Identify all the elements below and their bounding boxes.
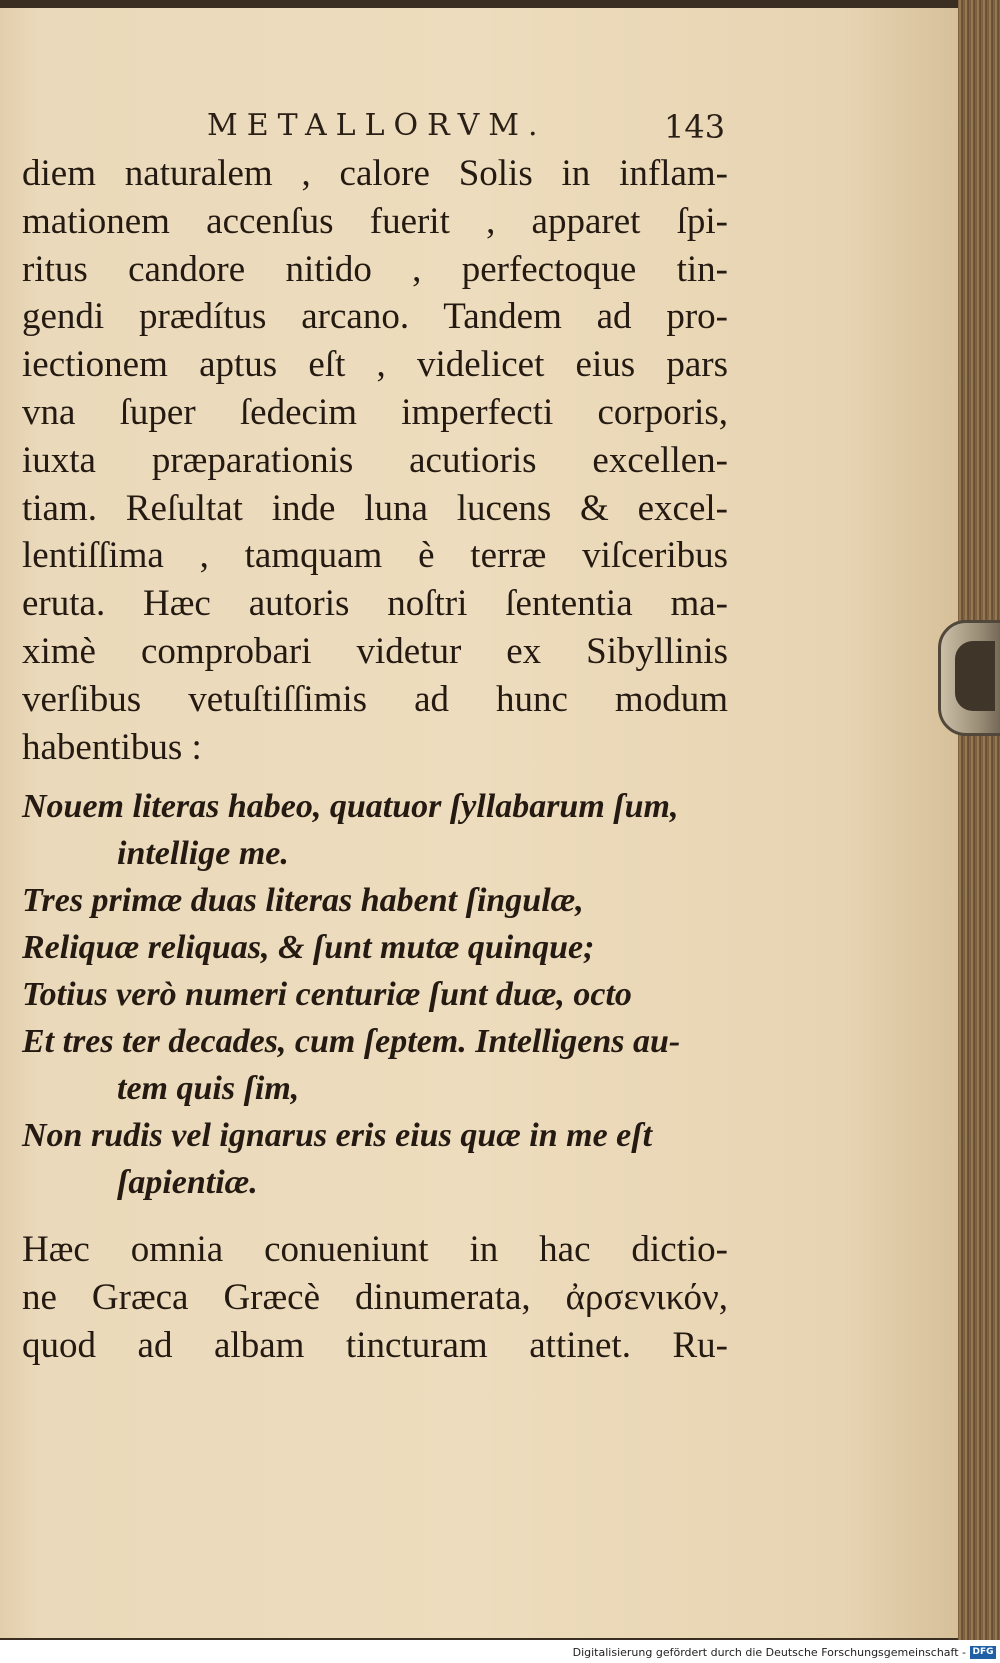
verse-line: intellige me. bbox=[117, 835, 289, 873]
prose-block-2 bbox=[22, 1226, 728, 1369]
verse-line: Non rudis vel ignarus eris eius quæ in me eſt bbox=[22, 1117, 653, 1155]
page-number: 143 bbox=[664, 108, 726, 146]
text-line: mationem accenſus fuerit , apparet ſpi- bbox=[22, 200, 728, 242]
text-line: iectionem aptus eſt , videlicet eius pars bbox=[22, 344, 728, 386]
page-edges bbox=[958, 0, 1000, 1640]
verse-line: Nouem literas habeo, quatuor ſyllabarum ſum, bbox=[22, 788, 679, 826]
digitization-footer bbox=[0, 1644, 1000, 1663]
text-line: ritus candore nitido , perfectoque tin- bbox=[22, 248, 728, 290]
text-line: habentibus : bbox=[22, 726, 202, 768]
verse-line: Totius verò numeri centuriæ ſunt duæ, octo bbox=[22, 976, 632, 1014]
verse-line: Tres primæ duas literas habent ſingulæ, bbox=[22, 882, 584, 920]
funding-credit: Digitalisierung gefördert durch die Deutsche Forschungsgemeinschaft - bbox=[572, 1646, 966, 1659]
prose-block-1 bbox=[22, 150, 728, 771]
running-head: METALLORVM. bbox=[207, 108, 547, 143]
text-line: tiam. Reſultat inde luna lucens & excel- bbox=[22, 487, 728, 529]
dfg-logo-icon: DFG bbox=[970, 1646, 996, 1659]
text-line: Hæc omnia conueniunt in hac dictio- bbox=[22, 1229, 728, 1271]
text-line: vna ſuper ſedecim imperfecti corporis, bbox=[22, 391, 728, 433]
page-body bbox=[22, 150, 728, 1370]
text-line: eruta. Hæc autoris noſtri ſententia ma- bbox=[22, 583, 728, 625]
text-line: lentiſſima , tamquam è terræ viſceribus bbox=[22, 535, 728, 577]
verse-line: ſapientiæ. bbox=[117, 1164, 258, 1202]
text-line: ximè comprobari videtur ex Sibyllinis bbox=[22, 630, 728, 672]
clasp-icon bbox=[938, 620, 1000, 736]
verse-line: tem quis ſim, bbox=[117, 1070, 300, 1108]
verse-line: Reliquæ reliquas, & ſunt mutæ quinque; bbox=[22, 929, 595, 967]
text-line: iuxta præparationis acutioris excellen- bbox=[22, 439, 728, 481]
clasp-inner bbox=[955, 641, 995, 711]
page bbox=[0, 8, 960, 1638]
verse-line: Et tres ter decades, cum ſeptem. Intelligens au- bbox=[22, 1023, 681, 1061]
page-header bbox=[0, 108, 958, 148]
text-line: quod ad albam tincturam attinet. Ru- bbox=[22, 1324, 728, 1366]
text-line: gendi prædítus arcano. Tandem ad pro- bbox=[22, 296, 728, 338]
verse-block bbox=[22, 783, 728, 1206]
text-line: verſibus vetuſtiſſimis ad hunc modum bbox=[22, 678, 728, 720]
text-line: ne Græca Græcè dinumerata, ἀρσενικόν, bbox=[22, 1277, 728, 1319]
text-line: diem naturalem , calore Solis in inflam- bbox=[22, 153, 728, 194]
